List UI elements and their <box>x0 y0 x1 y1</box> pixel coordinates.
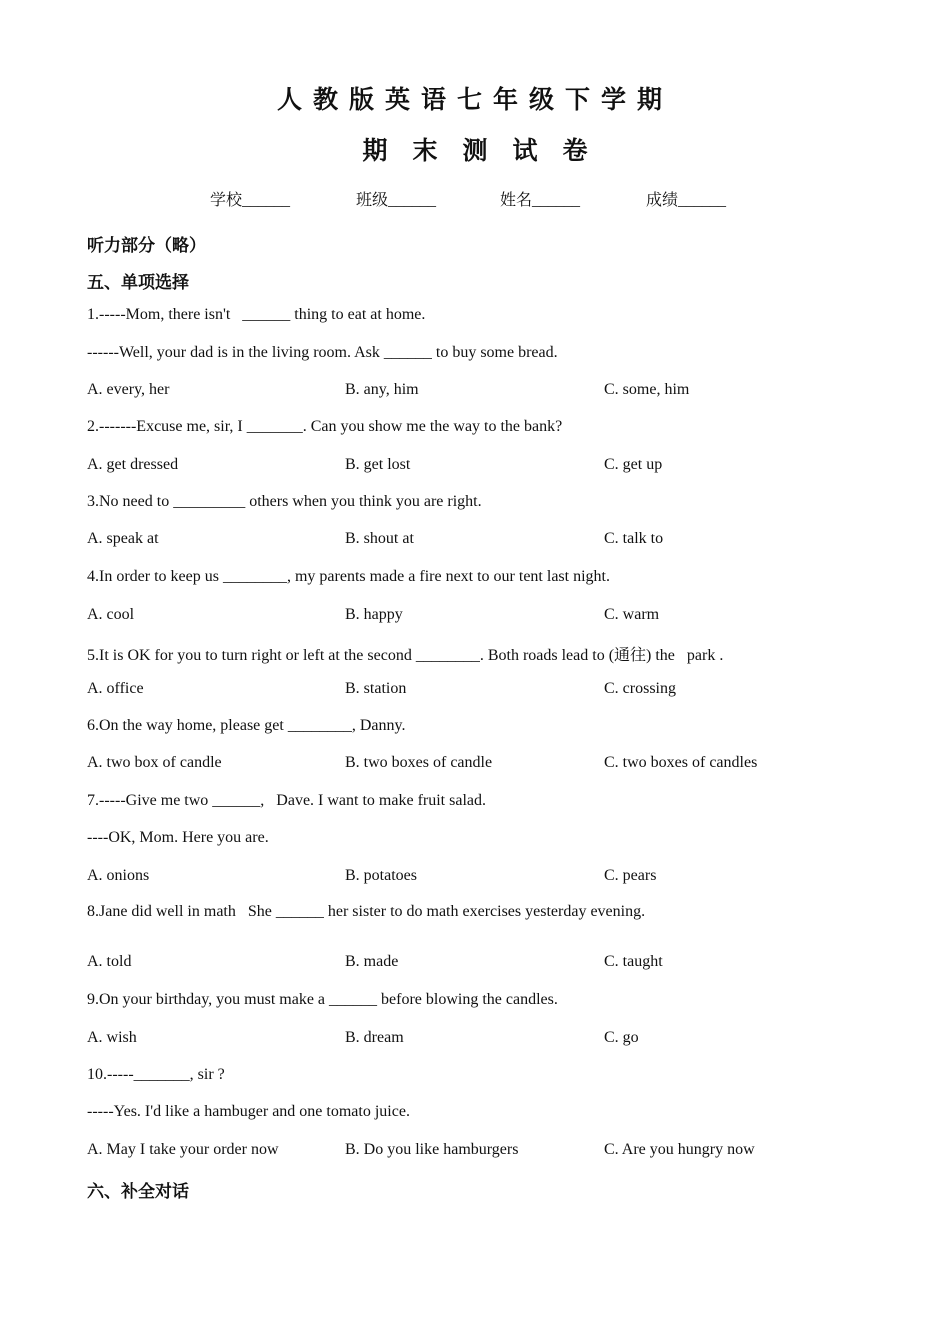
question-10-option-a: A. May I take your order now <box>87 1141 279 1158</box>
question-7-option-a: A. onions <box>87 867 150 884</box>
question-9-option-b: B. dream <box>345 1029 404 1046</box>
question-5-option-a: A. office <box>87 680 144 697</box>
question-6-line-1: 6.On the way home, please get ________, Danny. <box>87 717 406 734</box>
question-9-option-a: A. wish <box>87 1029 137 1046</box>
document-title: 人教版英语七年级下学期 <box>276 85 673 114</box>
question-2-option-c: C. get up <box>604 456 663 473</box>
question-9-option-c: C. go <box>604 1029 639 1046</box>
question-6-option-c: C. two boxes of candles <box>604 754 758 771</box>
question-6-option-b: B. two boxes of candle <box>345 754 493 771</box>
question-1-option-c: C. some, him <box>604 381 690 398</box>
question-10-option-c: C. Are you hungry now <box>604 1141 755 1158</box>
question-3-line-1: 3.No need to _________ others when you think you are right. <box>87 493 482 510</box>
question-7-line-1: 7.-----Give me two ______, Dave. I want to make fruit salad. <box>87 792 486 809</box>
question-10-line-2: -----Yes. I'd like a hambuger and one tomato juice. <box>87 1103 410 1120</box>
question-5-line-1: 5.It is OK for you to turn right or left at the second ________. Both roads lead to (通往) the park . <box>87 647 724 664</box>
name-field: 姓名______ <box>500 192 581 209</box>
question-3-option-a: A. speak at <box>87 530 159 547</box>
question-9-line-1: 9.On your birthday, you must make a ______ before blowing the candles. <box>87 991 558 1008</box>
question-2-line-1: 2.-------Excuse me, sir, I _______. Can you show me the way to the bank? <box>87 418 563 435</box>
question-1-line-2: ------Well, your dad is in the living room. Ask ______ to buy some bread. <box>87 344 558 361</box>
question-1-option-b: B. any, him <box>345 381 419 398</box>
question-8-option-a: A. told <box>87 953 132 970</box>
question-7-line-2: ----OK, Mom. Here you are. <box>87 829 269 846</box>
question-5-option-c: C. crossing <box>604 680 676 697</box>
question-8-option-c: C. taught <box>604 953 663 970</box>
question-5-option-b: B. station <box>345 680 407 697</box>
question-3-option-c: C. talk to <box>604 530 664 547</box>
class-field: 班级______ <box>356 192 437 209</box>
question-3-option-b: B. shout at <box>345 530 414 547</box>
question-7-option-b: B. potatoes <box>345 867 417 884</box>
question-10-option-b: B. Do you like hamburgers <box>345 1141 519 1158</box>
question-8-line-1: 8.Jane did well in math She ______ her sister to do math exercises yesterday evening. <box>87 903 646 920</box>
question-2-option-b: B. get lost <box>345 456 411 473</box>
question-2-option-a: A. get dressed <box>87 456 179 473</box>
school-field: 学校______ <box>210 192 291 209</box>
question-4-option-b: B. happy <box>345 606 403 623</box>
question-7-option-c: C. pears <box>604 867 657 884</box>
question-4-option-a: A. cool <box>87 606 135 623</box>
document-subtitle: 期末测试卷 <box>362 136 613 165</box>
question-6-option-a: A. two box of candle <box>87 754 222 771</box>
question-4-option-c: C. warm <box>604 606 660 623</box>
section-single-choice: 五、单项选择 <box>87 273 189 293</box>
question-1-line-1: 1.-----Mom, there isn't ______ thing to eat at home. <box>87 306 426 323</box>
question-1-option-a: A. every, her <box>87 381 170 398</box>
question-10-line-1: 10.-----_______, sir ? <box>87 1066 225 1083</box>
question-8-option-b: B. made <box>345 953 399 970</box>
section-listening: 听力部分（略） <box>87 236 206 256</box>
question-4-line-1: 4.In order to keep us ________, my parents made a fire next to our tent last night. <box>87 568 610 585</box>
score-field: 成绩______ <box>646 192 727 209</box>
section-dialogue: 六、补全对话 <box>87 1182 189 1202</box>
